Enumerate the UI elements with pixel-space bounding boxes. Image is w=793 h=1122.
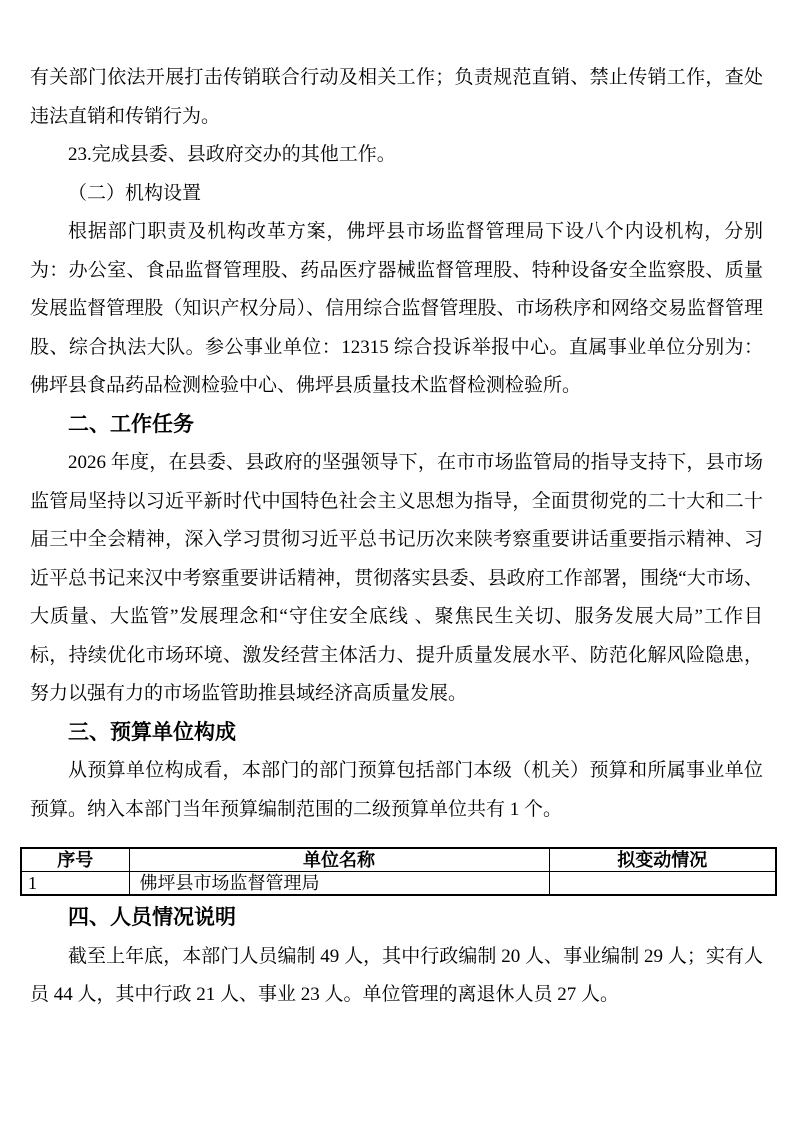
- paragraph-direct-sales-duty: 有关部门依法开展打击传销联合行动及相关工作；负责规范直销、禁止传销工作，查处违法直销和传销行为。: [30, 67, 763, 127]
- budget-units-table-body: [21, 872, 776, 896]
- table-row: [21, 872, 776, 896]
- section-heading-personnel: 四、人员情况说明: [68, 906, 236, 929]
- table-cell-index: 1: [21, 872, 129, 896]
- section-heading-budget-units: 三、预算单位构成: [68, 720, 236, 744]
- paragraph-budget-units: 从预算单位构成看，本部门的部门预算包括部门本级（机关）预算和所属事业单位预算。纳入本部门当年预算编制范围的二级预算单位共有 1 个。: [30, 760, 763, 820]
- paragraph-work-tasks: 2026 年度，在县委、县政府的坚强领导下，在市市场监管局的指导支持下，县市场监管局坚持以习近平新时代中国特色社会主义思想为指导，全面贯彻党的二十大和二十届三中全会精神，深入学习贯彻习近平总书记历次来陕考察重要讲话重要指示精神、习近平总书记来汉中考察重要讲话精神，贯彻落实县委、县政府工作部署，围绕“大市场、大质量、大监管”发展理念和“守住安全底线 、聚焦民生关切、服务发展大局”工作目标，持续优化市场环境、激发经营主体活力、提升质量发展水平、防范化解风险隐患，努力以强有力的市场监管助推县域经济高质量发展。: [30, 452, 763, 704]
- table-header-planned-change: 拟变动情况: [549, 848, 776, 872]
- paragraph-org-setup: 根据部门职责及机构改革方案，佛坪县市场监督管理局下设八个内设机构，分别为：办公室、食品监督管理股、药品医疗器械监督管理股、特种设备安全监察股、质量发展监督管理股（知识产权分局）、信用综合监督管理股、市场秩序和网络交易监督管理股、综合执法大队。参公事业单位：12315 综合投诉举报中心。直属事业单位分别为：佛坪县食品药品检测检验中心、佛坪县质量技术监督检测检验所。: [30, 221, 763, 396]
- table-header-row: [21, 848, 776, 872]
- table-header-index: 序号: [21, 848, 129, 872]
- table-cell-planned-change: [549, 872, 776, 896]
- table-header-unit-name: 单位名称: [129, 848, 549, 872]
- paragraph-item-23: 23.完成县委、县政府交办的其他工作。: [68, 144, 396, 165]
- budget-units-table-header: [21, 848, 776, 872]
- section-heading-work-tasks: 二、工作任务: [68, 412, 194, 436]
- budget-units-table: [20, 847, 777, 896]
- paragraph-personnel: 截至上年底，本部门人员编制 49 人，其中行政编制 20 人、事业编制 29 人；实有人员 44 人，其中行政 21 人、事业 23 人。单位管理的离退休人员 27 人。: [30, 945, 763, 1005]
- subsection-heading-org-setup: （二）机构设置: [68, 182, 202, 204]
- table-cell-unit-name: 佛坪县市场监督管理局: [129, 872, 549, 896]
